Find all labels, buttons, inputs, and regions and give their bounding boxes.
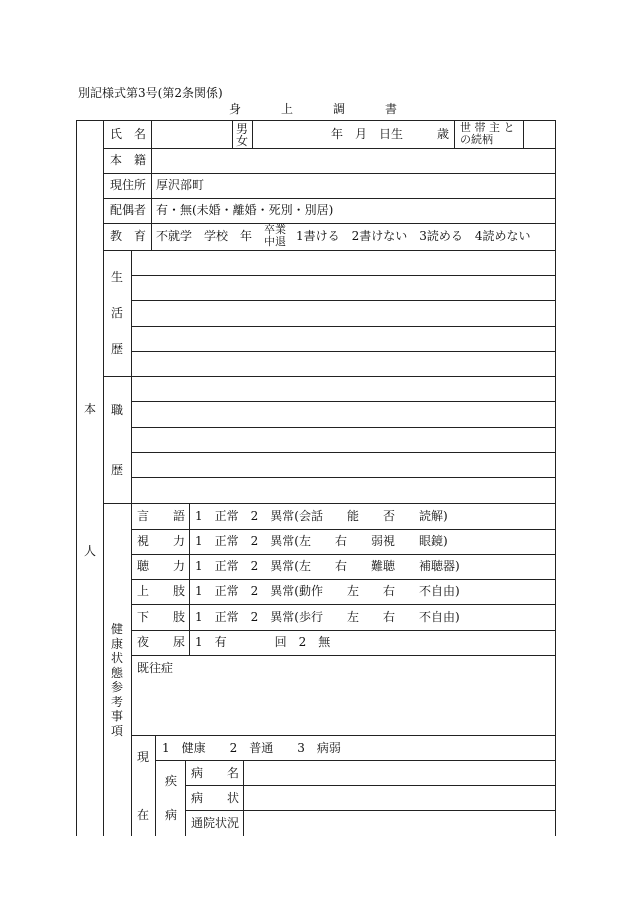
education-dropout: 中退 [264, 235, 286, 248]
health-row-label: 聴 力 [137, 559, 186, 573]
table-border [76, 120, 77, 836]
spouse-label: 配偶者 [110, 203, 147, 217]
address-label: 現住所 [110, 178, 147, 192]
row-line [131, 554, 555, 555]
name-label: 氏 名 [110, 127, 147, 141]
education-school: 不就学 学校 年 [156, 229, 253, 243]
work-history-label: 職 [111, 403, 124, 417]
row-line [103, 173, 555, 174]
row-line [131, 427, 555, 428]
past-illness-label: 既往症 [137, 661, 174, 675]
row-line [103, 503, 555, 504]
current-label: 現 [137, 750, 150, 764]
form-number-caption: 別記様式第3号(第2条関係) [78, 86, 223, 100]
row-line [155, 760, 555, 761]
title-char: 身 [229, 102, 242, 116]
section-divider [131, 250, 132, 836]
row-line [131, 604, 555, 605]
health-section-label: 健康状態参考事項 [110, 622, 123, 738]
life-history-label: 生 [111, 270, 124, 284]
birthdate-label: 年 月 日生 [331, 127, 404, 141]
disease-label: 病 [165, 808, 178, 822]
relation-label: 世 帯 主 と [460, 121, 515, 134]
disease-name-label: 病 名 [191, 766, 240, 780]
section-label-honnin: 本 [84, 402, 97, 416]
row-line [103, 250, 555, 251]
hospital-visit-label: 通院状況 [191, 816, 240, 830]
cell-divider [155, 735, 156, 836]
health-row-value: 1 正常 2 異常(歩行 左 右 不自由) [195, 610, 460, 624]
row-line [131, 401, 555, 402]
row-line [131, 326, 555, 327]
title-char: 書 [385, 102, 398, 116]
relation-label: の続柄 [460, 133, 493, 146]
health-row-label: 夜 尿 [137, 635, 186, 649]
row-line [131, 300, 555, 301]
row-line [131, 275, 555, 276]
row-line [131, 477, 555, 478]
cell-divider [189, 503, 190, 655]
health-row-value: 1 正常 2 異常(会話 能 否 読解) [195, 509, 448, 523]
row-line [131, 735, 555, 736]
life-history-label: 活 [111, 306, 124, 320]
disease-symptom-label: 病 状 [191, 791, 240, 805]
row-line [131, 579, 555, 580]
cell-divider [232, 120, 233, 148]
title-char: 上 [281, 102, 294, 116]
row-line [103, 223, 555, 224]
section-label-honnin: 人 [84, 544, 97, 558]
gender-male: 男 [236, 122, 249, 136]
work-history-label: 歴 [111, 463, 124, 477]
gender-female: 女 [236, 134, 249, 148]
row-line [131, 655, 555, 656]
honseki-label: 本 籍 [110, 153, 147, 167]
cell-divider [454, 120, 455, 148]
education-graduated: 卒業 [264, 223, 286, 236]
health-row-label: 上 肢 [137, 584, 186, 598]
current-health-status: 1 健康 2 普通 3 病弱 [162, 741, 341, 755]
cell-divider [243, 760, 244, 836]
literacy-options: 1書ける 2書けない 3読める 4読めない [296, 229, 531, 243]
age-label: 歳 [437, 127, 450, 141]
row-line [131, 630, 555, 631]
cell-divider [185, 760, 186, 836]
row-line [103, 148, 555, 149]
row-line [131, 351, 555, 352]
row-line [103, 198, 555, 199]
address-value: 厚沢部町 [156, 178, 205, 192]
education-label: 教 育 [110, 229, 147, 243]
row-line [185, 810, 555, 811]
cell-divider [252, 120, 253, 148]
health-row-value: 1 有 回 2 無 [195, 635, 331, 649]
health-row-label: 下 肢 [137, 610, 186, 624]
life-history-label: 歴 [111, 342, 124, 356]
health-row-label: 言 語 [137, 509, 186, 523]
health-row-value: 1 正常 2 異常(左 右 弱視 眼鏡) [195, 534, 448, 548]
health-row-value: 1 正常 2 異常(左 右 難聴 補聴器) [195, 559, 460, 573]
row-line [131, 452, 555, 453]
health-row-label: 視 力 [137, 534, 186, 548]
row-line [131, 529, 555, 530]
current-label: 在 [137, 808, 150, 822]
label-divider [151, 120, 152, 250]
spouse-status: 有・無(未婚・離婚・死別・別居) [156, 203, 334, 217]
title-char: 調 [333, 102, 346, 116]
row-line [185, 785, 555, 786]
health-row-value: 1 正常 2 異常(動作 左 右 不自由) [195, 584, 460, 598]
disease-label: 疾 [165, 774, 178, 788]
table-divider [103, 120, 104, 836]
row-line [103, 376, 555, 377]
cell-divider [523, 120, 524, 148]
table-border [555, 120, 556, 836]
